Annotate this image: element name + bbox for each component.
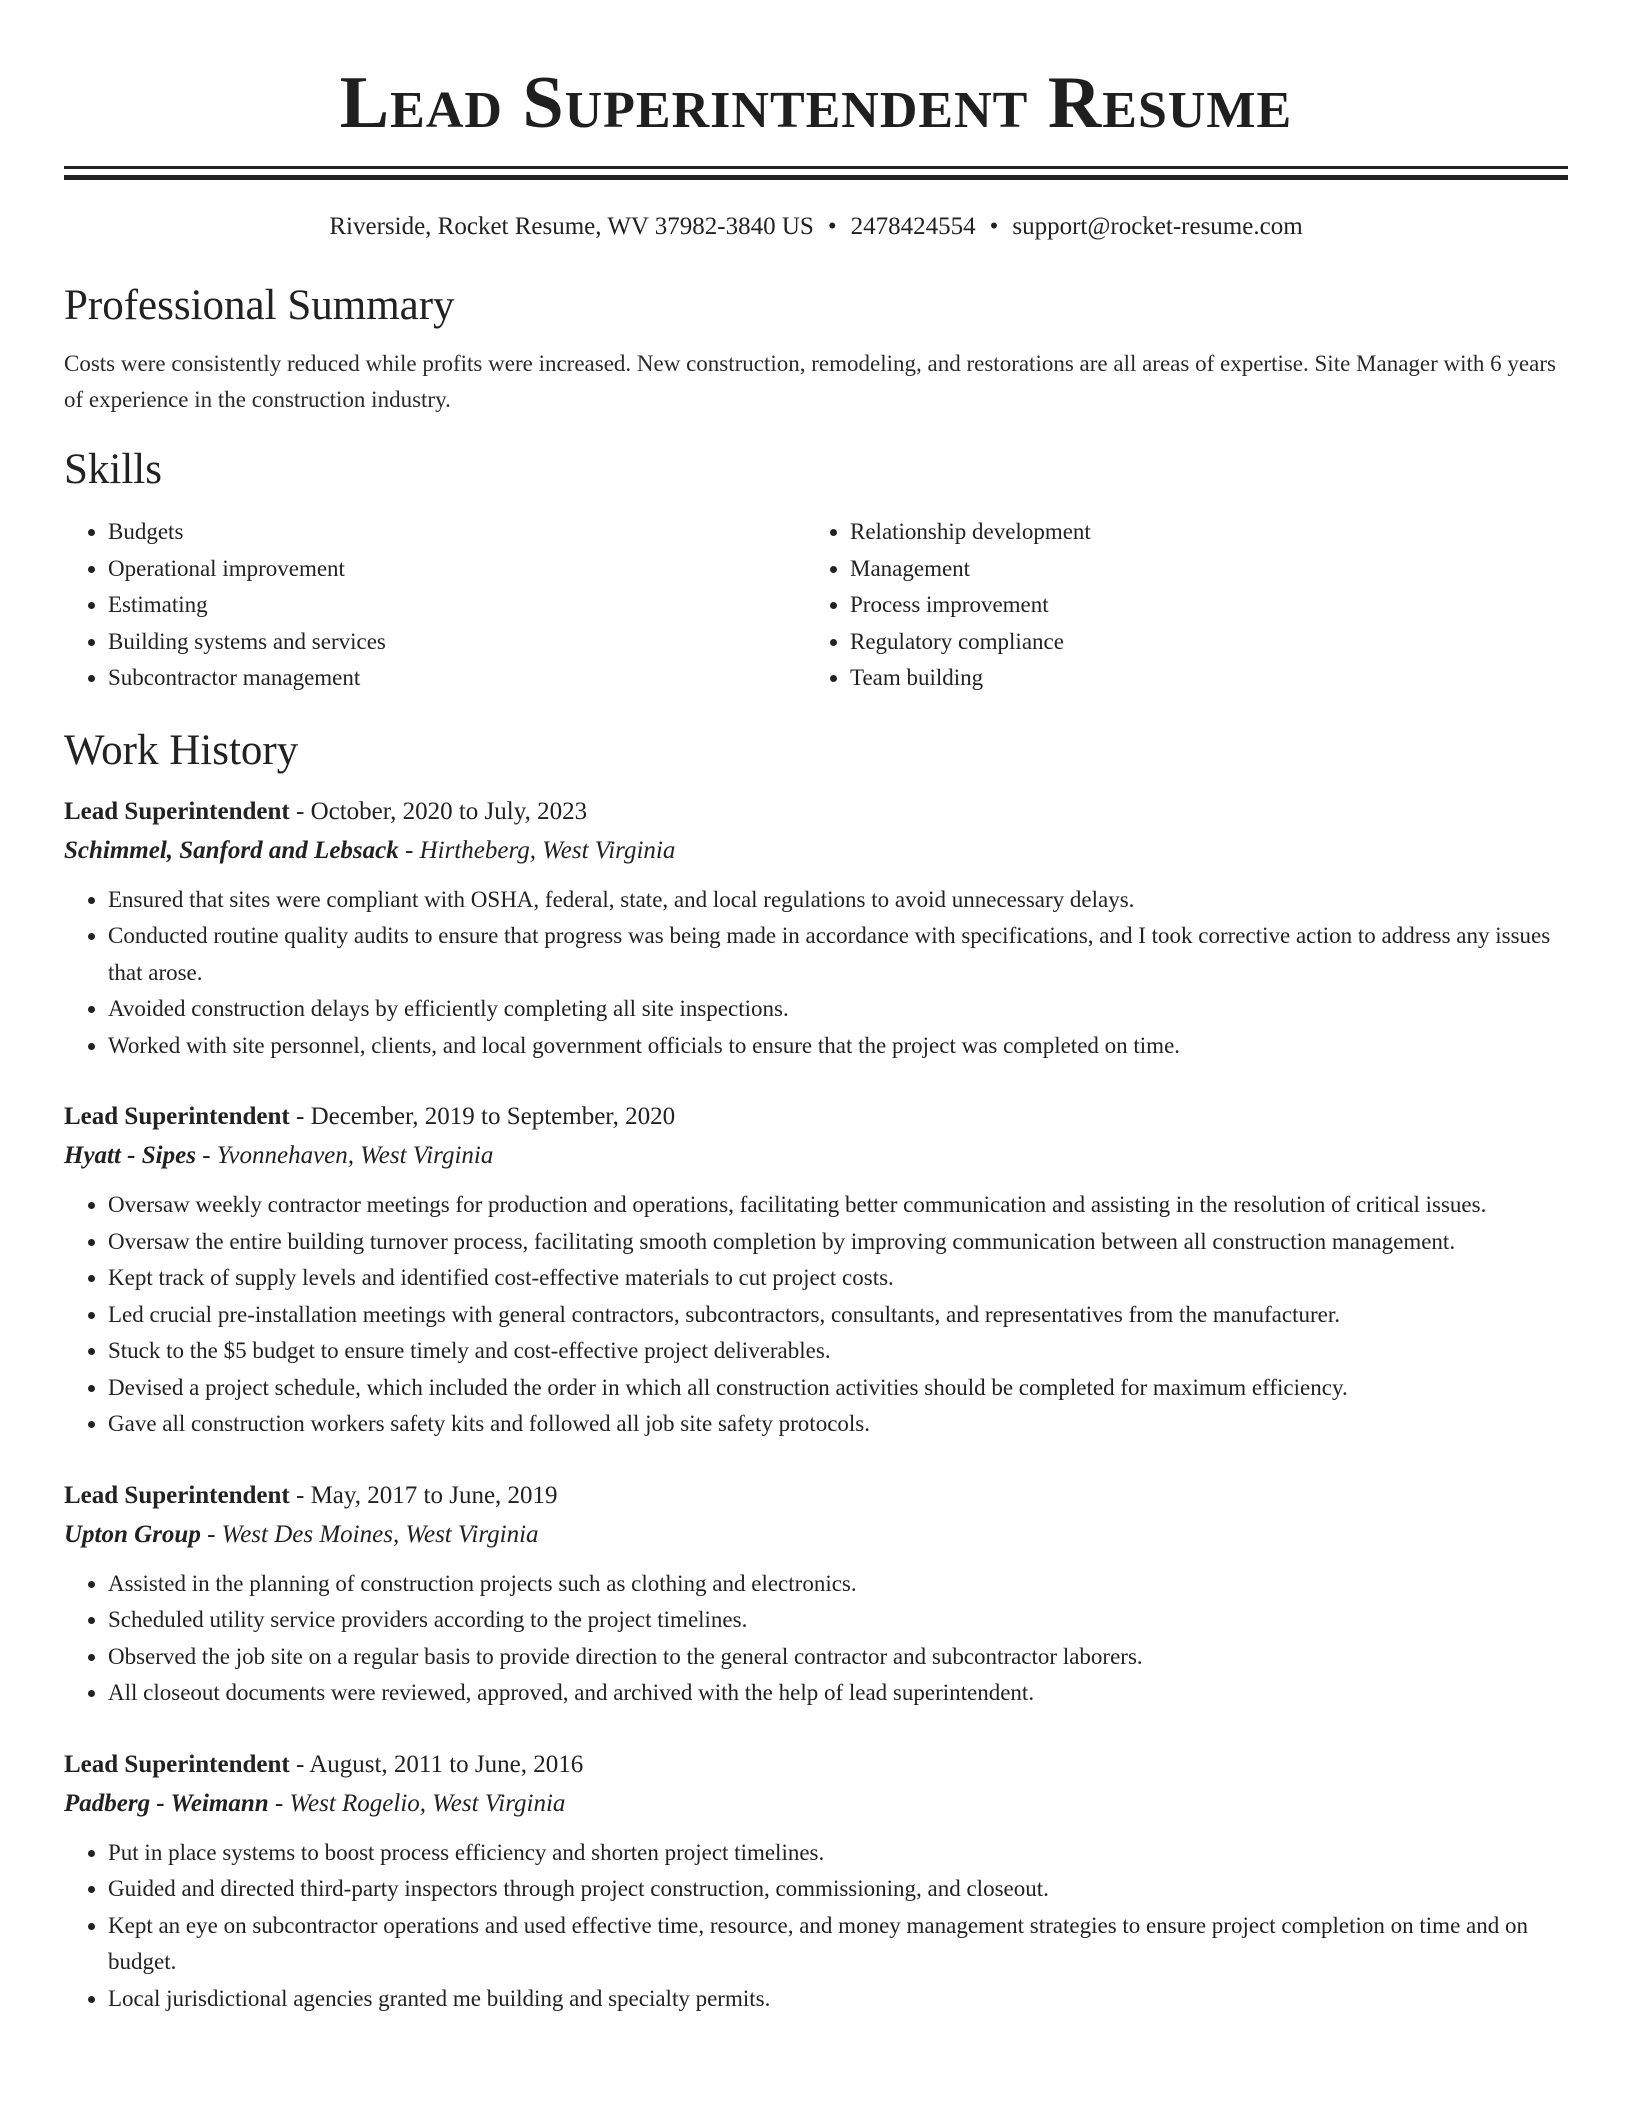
- job-bullet: • Put in place systems to boost process efficiency and shorten project timelines.: [108, 1835, 1568, 1872]
- job-dash: -: [289, 1103, 311, 1130]
- job-bullets: [64, 1835, 1568, 2018]
- job-dash: -: [289, 1750, 310, 1778]
- title-divider: [64, 166, 1568, 180]
- job-company-line: [64, 831, 1568, 871]
- job-company: Padberg - Weimann: [64, 1789, 269, 1817]
- job-bullet: • Oversaw the entire building turnover process, facilitating smooth completion by improving communication between all construction management.: [108, 1224, 1568, 1261]
- job-bullet: • Ensured that sites were compliant with OSHA, federal, state, and local regulations to avoid unnecessary delays.: [108, 882, 1568, 919]
- job-dash: -: [398, 836, 420, 864]
- resume-title: Lead Superintendent Resume: [339, 62, 1293, 144]
- skill-item: • Team building: [850, 660, 1548, 697]
- job-title: Lead Superintendent: [64, 1103, 290, 1130]
- contact-separator: •: [989, 213, 999, 240]
- skill-item: • Subcontractor management: [108, 660, 806, 697]
- job-title: Lead Superintendent: [64, 797, 290, 825]
- work-history-heading: Work History: [64, 726, 299, 774]
- job-bullet: • Gave all construction workers safety kits and followed all job site safety protocols.: [108, 1406, 1568, 1443]
- job-location: West Des Moines, West Virginia: [221, 1520, 539, 1548]
- skill-item: • Management: [850, 551, 1548, 588]
- skills-column-left: [64, 514, 806, 697]
- job-dash: -: [289, 1481, 311, 1509]
- job-entry: [64, 1098, 1568, 1443]
- job-company-line: [64, 1136, 1568, 1176]
- skill-item: • Process improvement: [850, 587, 1548, 624]
- job-bullet: • Local jurisdictional agencies granted me building and specialty permits.: [108, 1981, 1568, 2018]
- job-company: Upton Group: [64, 1520, 201, 1548]
- job-dates: August, 2011 to June, 2016: [309, 1750, 584, 1778]
- summary-text: Costs were consistently reduced while profits were increased. New construction, remodeling, and restorations are all areas of expertise. Site Manager with 6 years of experience in the construction industry.: [64, 351, 1556, 412]
- job-company-line: [64, 1515, 1568, 1555]
- job-company: Schimmel, Sanford and Lebsack: [64, 836, 399, 864]
- job-bullet: • Avoided construction delays by efficiently completing all site inspections.: [108, 991, 1568, 1028]
- contact-address: Riverside, Rocket Resume, WV 37982-3840 US: [329, 213, 814, 240]
- job-bullet: • Led crucial pre-installation meetings with general contractors, subcontractors, consultants, and representatives from the manufacturer.: [108, 1297, 1568, 1334]
- job-title: Lead Superintendent: [64, 1481, 290, 1509]
- skill-item: • Budgets: [108, 514, 806, 551]
- job-bullet: • Guided and directed third-party inspectors through project construction, commissioning, and closeout.: [108, 1871, 1568, 1908]
- job-location: Yvonnehaven, West Virginia: [216, 1142, 494, 1169]
- job-dash: -: [200, 1520, 222, 1548]
- job-dates: October, 2020 to July, 2023: [310, 797, 588, 825]
- skills-list: [64, 514, 1568, 697]
- job-dates: May, 2017 to June, 2019: [310, 1481, 558, 1509]
- job-location: West Rogelio, West Virginia: [289, 1789, 566, 1817]
- job-bullet: • Worked with site personnel, clients, and local government officials to ensure that the project was completed on time.: [108, 1028, 1568, 1065]
- job-bullet: • Conducted routine quality audits to ensure that progress was being made in accordance with specifications, and I took corrective action to address any issues that arose.: [108, 918, 1568, 991]
- skill-item: • Building systems and services: [108, 624, 806, 661]
- contact-phone: 2478424554: [850, 213, 976, 240]
- summary-heading: Professional Summary: [64, 282, 455, 329]
- contact-line: [64, 210, 1568, 244]
- resume-page: [64, 0, 1568, 2017]
- contact-separator: •: [827, 213, 837, 240]
- skills-heading: Skills: [64, 446, 162, 493]
- job-bullet: • All closeout documents were reviewed, approved, and archived with the help of lead superintendent.: [108, 1675, 1568, 1712]
- job-title-line: [64, 793, 1568, 831]
- job-bullet: • Oversaw weekly contractor meetings for production and operations, facilitating better communication and assisting in the resolution of critical issues.: [108, 1187, 1568, 1224]
- job-company-line: [64, 1784, 1568, 1824]
- job-bullet: • Kept an eye on subcontractor operations and used effective time, resource, and money management strategies to ensure project completion on time and on budget.: [108, 1908, 1568, 1981]
- job-title-line: [64, 1477, 1568, 1515]
- job-entry: [64, 1477, 1568, 1712]
- job-entry: [64, 793, 1568, 1065]
- job-dash: -: [268, 1789, 290, 1817]
- job-bullet: • Devised a project schedule, which included the order in which all construction activities should be completed for maximum efficiency.: [108, 1370, 1568, 1407]
- job-bullet: • Stuck to the $5 budget to ensure timely and cost-effective project deliverables.: [108, 1333, 1568, 1370]
- job-title: Lead Superintendent: [64, 1750, 290, 1778]
- job-dash: -: [195, 1142, 217, 1169]
- skill-item: • Operational improvement: [108, 551, 806, 588]
- job-location: Hirtheberg, West Virginia: [419, 836, 676, 864]
- job-bullet: • Assisted in the planning of construction projects such as clothing and electronics.: [108, 1566, 1568, 1603]
- job-company: Hyatt - Sipes: [64, 1142, 196, 1169]
- job-entry: [64, 1746, 1568, 2018]
- skill-item: • Estimating: [108, 587, 806, 624]
- job-bullet: • Kept track of supply levels and identified cost-effective materials to cut project costs.: [108, 1260, 1568, 1297]
- job-bullets: [64, 1566, 1568, 1712]
- skills-column-right: [806, 514, 1548, 697]
- contact-email[interactable]: support@rocket-resume.com: [1012, 213, 1303, 240]
- job-bullets: [64, 882, 1568, 1065]
- job-title-line: [64, 1098, 1568, 1136]
- job-dates: December, 2019 to September, 2020: [310, 1103, 676, 1130]
- job-title-line: [64, 1746, 1568, 1784]
- skill-item: • Regulatory compliance: [850, 624, 1548, 661]
- job-dash: -: [289, 797, 311, 825]
- job-bullets: [64, 1187, 1568, 1443]
- skill-item: • Relationship development: [850, 514, 1548, 551]
- job-bullet: • Scheduled utility service providers according to the project timelines.: [108, 1602, 1568, 1639]
- job-bullet: • Observed the job site on a regular basis to provide direction to the general contractor and subcontractor laborers.: [108, 1639, 1568, 1676]
